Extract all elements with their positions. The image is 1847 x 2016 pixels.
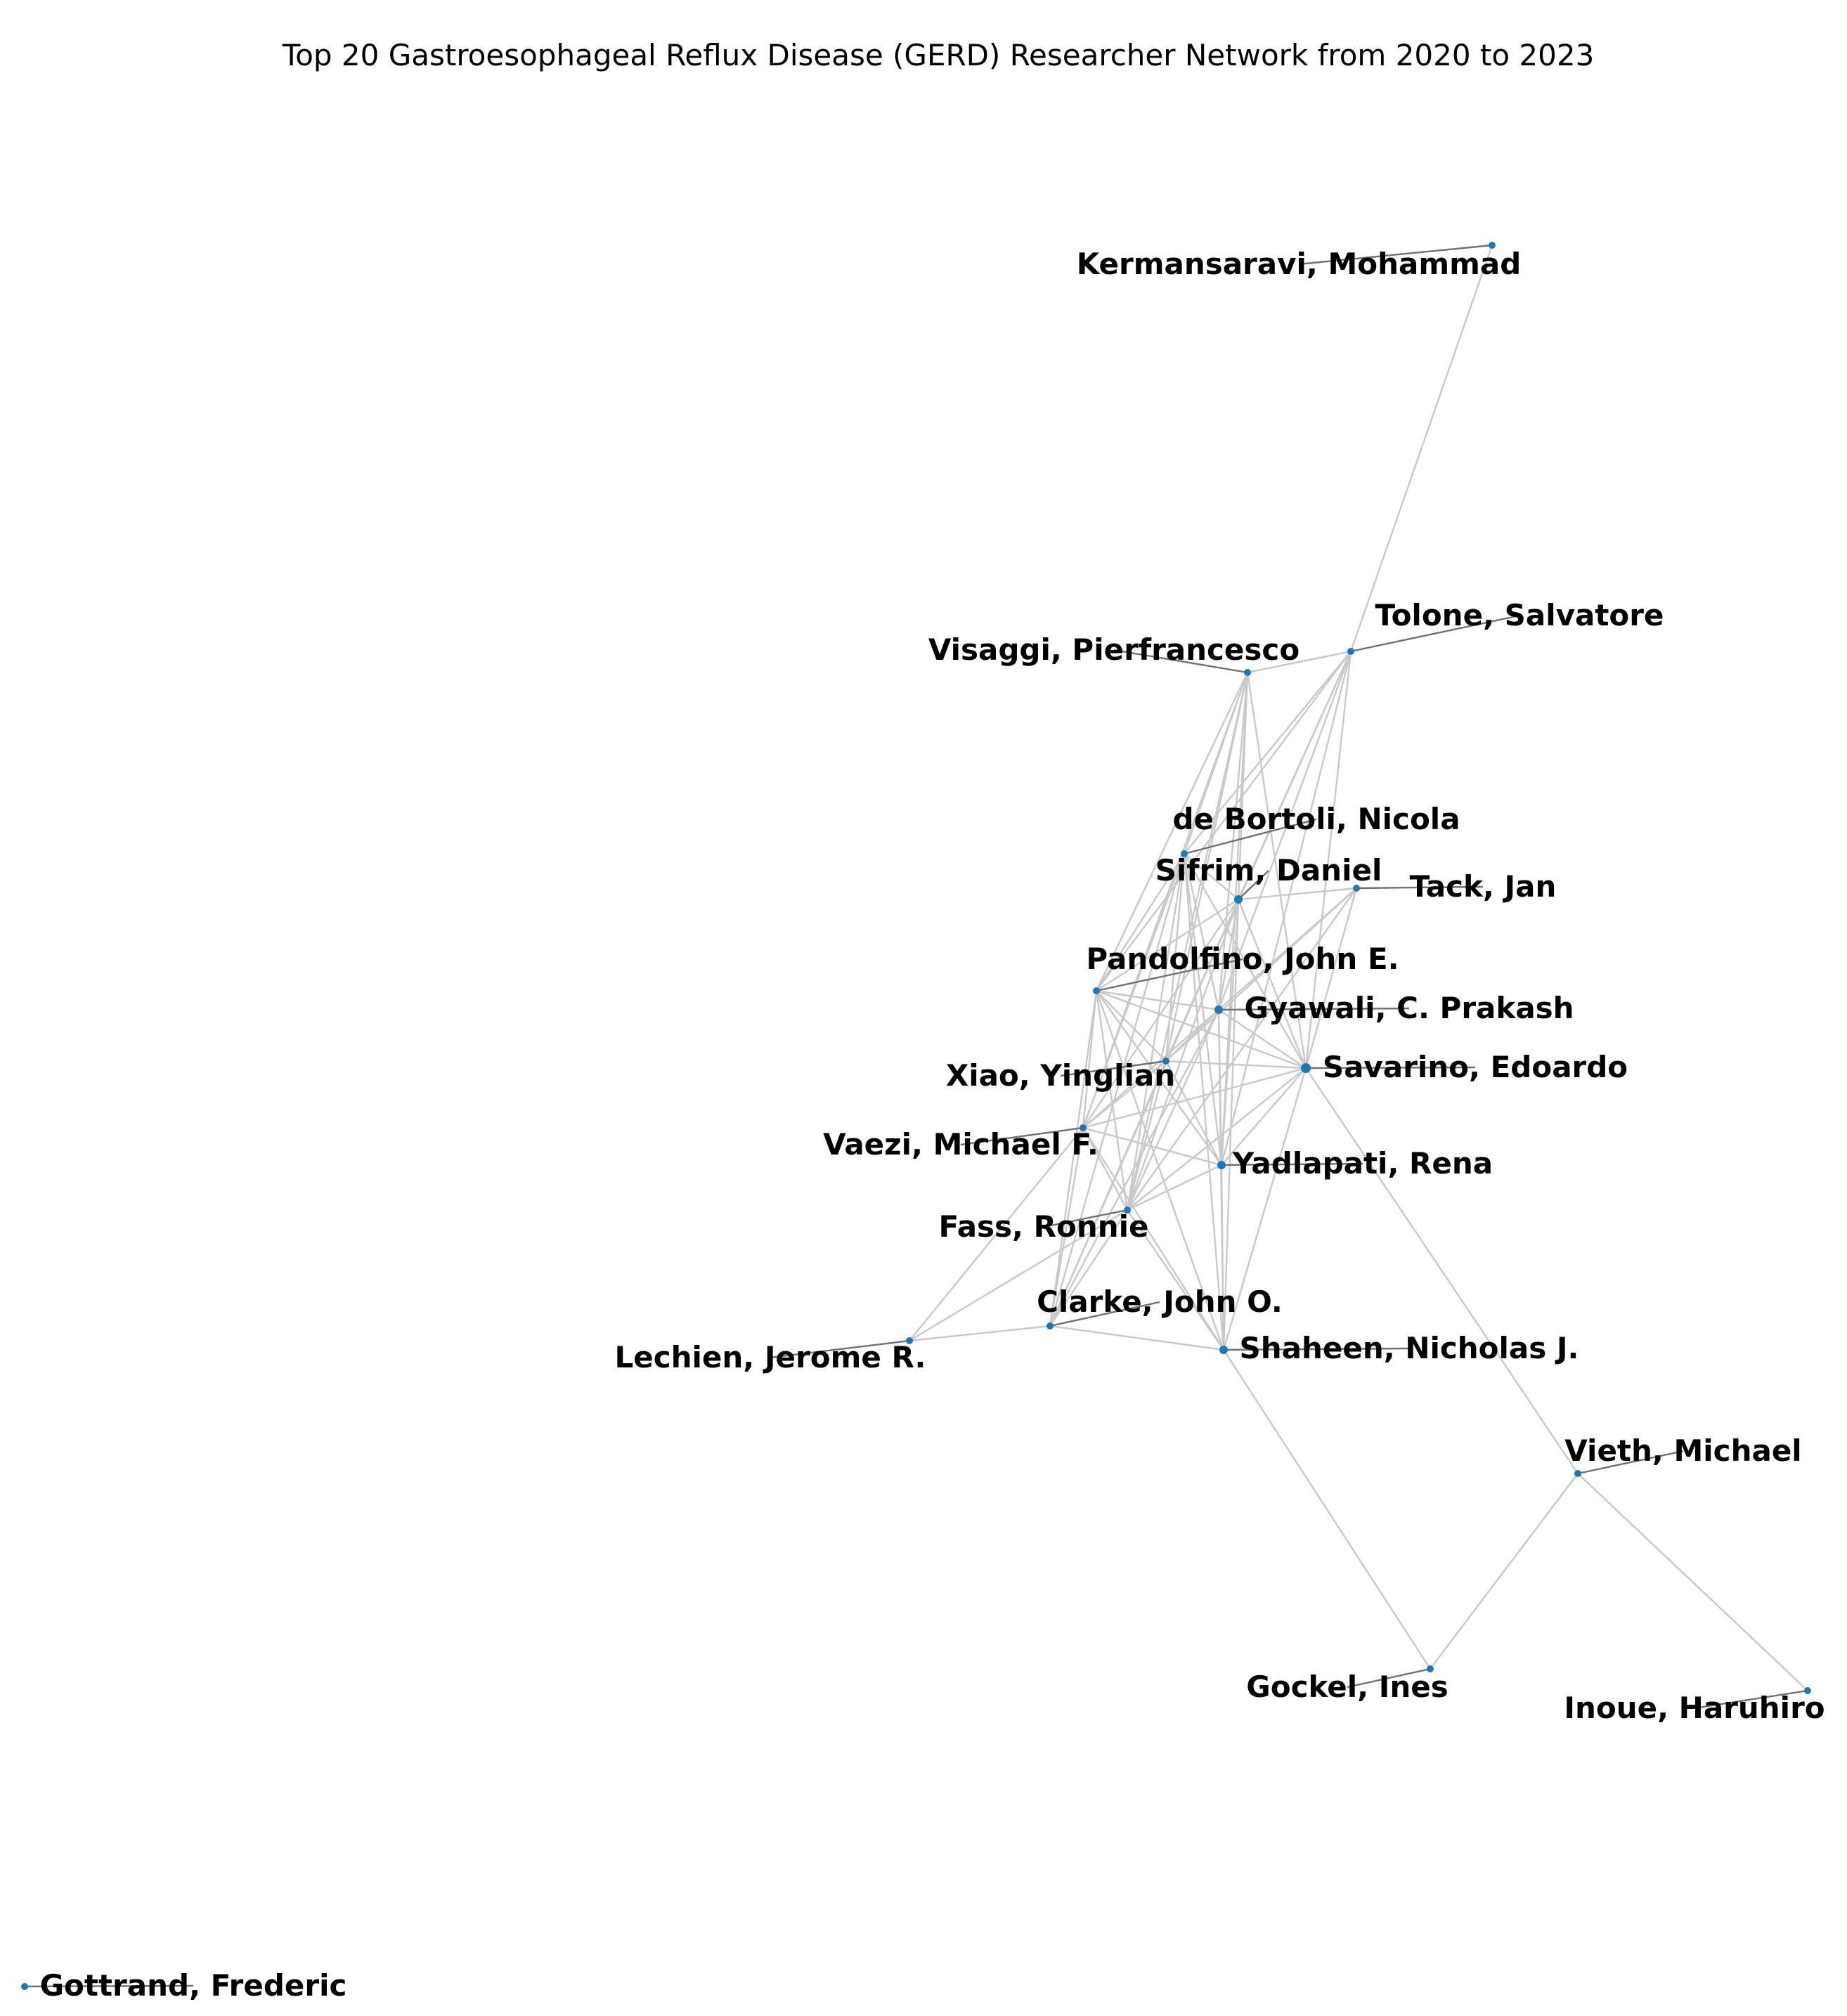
node-pandolfino bbox=[1093, 987, 1100, 994]
edge-tack-savarino bbox=[1306, 888, 1356, 1068]
node-label-clarke: Clarke, John O. bbox=[1037, 1285, 1283, 1319]
node-label-kermansaravi: Kermansaravi, Mohammad bbox=[1076, 247, 1522, 281]
node-label-yadlapati: Yadlapati, Rena bbox=[1232, 1146, 1493, 1181]
node-label-savarino: Savarino, Edoardo bbox=[1322, 1050, 1628, 1084]
edge-tolone-yadlapati bbox=[1221, 651, 1351, 1165]
node-shaheen bbox=[1219, 1346, 1228, 1354]
node-label-shaheen: Shaheen, Nicholas J. bbox=[1239, 1331, 1579, 1365]
edge-vieth-gockel bbox=[1430, 1474, 1578, 1669]
node-label-gottrand: Gottrand, Frederic bbox=[39, 1968, 347, 2003]
node-clarke bbox=[1046, 1322, 1054, 1329]
node-gottrand bbox=[21, 1983, 28, 1990]
node-vieth bbox=[1574, 1470, 1581, 1477]
node-label-xiao: Xiao, Yinglian bbox=[945, 1058, 1176, 1093]
node-savarino bbox=[1301, 1063, 1311, 1073]
node-yadlapati bbox=[1217, 1161, 1226, 1169]
node-label-fass: Fass, Ronnie bbox=[938, 1209, 1149, 1244]
node-label-vaezi: Vaezi, Michael F. bbox=[823, 1127, 1099, 1162]
node-label-inoue: Inoue, Haruhiro bbox=[1564, 1691, 1825, 1725]
node-label-gyawali: Gyawali, C. Prakash bbox=[1244, 991, 1574, 1025]
edge-gyawali-clarke bbox=[1050, 1010, 1219, 1326]
node-label-tolone: Tolone, Salvatore bbox=[1375, 598, 1664, 632]
edge-vieth-inoue bbox=[1578, 1474, 1808, 1691]
node-label-debortoli: de Bortoli, Nicola bbox=[1172, 802, 1460, 836]
label-layer bbox=[40, 247, 1825, 2003]
edge-savarino-vieth bbox=[1306, 1068, 1578, 1474]
node-gyawali bbox=[1214, 1006, 1223, 1014]
node-label-sifrim: Sifrim, Daniel bbox=[1155, 853, 1382, 887]
node-tolone bbox=[1347, 648, 1354, 655]
node-visaggi bbox=[1244, 669, 1251, 676]
label-leader-layer bbox=[25, 245, 1808, 1986]
node-layer bbox=[21, 242, 1811, 1990]
node-label-vieth: Vieth, Michael bbox=[1564, 1433, 1802, 1468]
node-label-tack: Tack, Jan bbox=[1409, 869, 1557, 904]
node-sifrim bbox=[1234, 895, 1243, 904]
node-label-pandolfino: Pandolfino, John E. bbox=[1086, 942, 1399, 976]
node-label-lechien: Lechien, Jerome R. bbox=[614, 1340, 926, 1374]
edge-pandolfino-xiao bbox=[1096, 991, 1166, 1061]
node-label-gockel: Gockel, Ines bbox=[1246, 1670, 1449, 1704]
edge-sifrim-tack bbox=[1238, 888, 1356, 899]
chart-title: Top 20 Gastroesophageal Reflux Disease (GERD) Researcher Network from 2020 to 2023 bbox=[282, 38, 1595, 72]
edge-kermansaravi-tolone bbox=[1351, 245, 1492, 651]
edge-xiao-savarino bbox=[1166, 1061, 1306, 1068]
edge-shaheen-gockel bbox=[1224, 1350, 1430, 1669]
edge-clarke-shaheen bbox=[1050, 1326, 1224, 1350]
node-label-visaggi: Visaggi, Pierfrancesco bbox=[928, 632, 1300, 667]
